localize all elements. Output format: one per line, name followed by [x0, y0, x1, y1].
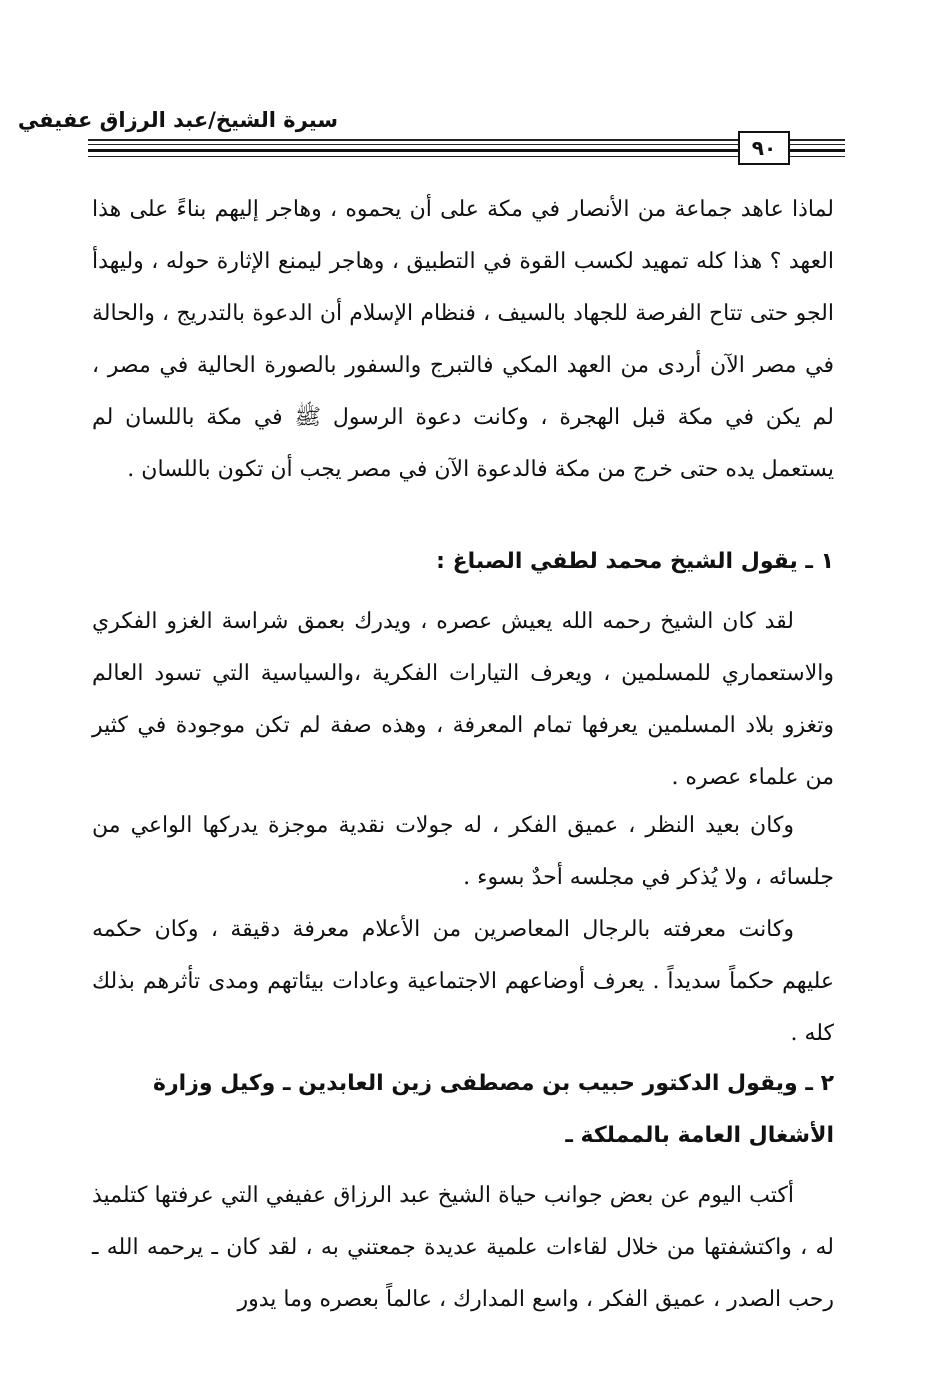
header-rule: [88, 144, 845, 145]
body-paragraph-1: لماذا عاهد جماعة من الأنصار في مكة على أن يحموه ، وهاجر إليهم بناءً على هذا العهد ؟ هذا كله تمهيد لكسب القوة في التطبيق ، وهاجر ليمنع الإثارة حوله ، وليهدأ الجو حتى تتاح الفرصة للجهاد بالسيف ، فنظام الإسلام أن الدعوة بالتدريج ، والحالة في مصر الآن أردى من العهد المكي فالتبرج والسفور بالصورة الحالية في مصر ، لم يكن في مكة قبل الهجرة ، وكانت دعوة الرسول ﷺ في مكة باللسان لم يستعمل يده حتى خرج من مكة فالدعوة الآن في مصر يجب أن تكون باللسان .: [92, 197, 834, 482]
body-paragraph-4: وكانت معرفته بالرجال المعاصرين من الأعلام معرفة دقيقة ، وكان حكمه عليهم حكماً سديداً . يعرف أوضاعهم الاجتماعية وعادات بيئاتهم ومدى تأثرهم بذلك كله .: [92, 917, 834, 1046]
running-title: سيرة الشيخ/عبد الرزاق عفيفي: [17, 108, 338, 132]
section-heading-2: ٢ ـ ويقول الدكتور حبيب بن مصطفى زين العابدين ـ وكيل وزارة الأشغال العامة بالمملكة ـ: [153, 1071, 834, 1148]
page-number: ٩٠: [738, 131, 790, 165]
header-rule: [88, 149, 845, 152]
body-paragraph-3: وكان بعيد النظر ، عميق الفكر ، له جولات نقدية موجزة يدركها الواعي من جلسائه ، ولا يُذكر في مجلسه أحدٌ بسوء .: [92, 813, 834, 890]
section-heading-1: ١ ـ يقول الشيخ محمد لطفي الصباغ :: [436, 549, 834, 574]
header-rule: [88, 156, 845, 157]
body-paragraph-5: أكتب اليوم عن بعض جوانب حياة الشيخ عبد الرزاق عفيفي التي عرفتها كتلميذ له ، واكتشفتها من خلال لقاءات علمية عديدة جمعتني به ، لقد كان ـ يرحمه الله ـ رحب الصدر ، عميق الفكر ، واسع المدارك ، عالماً بعصره وما يدور: [92, 1183, 834, 1312]
header-rule: [88, 139, 845, 141]
body-paragraph-2: لقد كان الشيخ رحمه الله يعيش عصره ، ويدرك بعمق شراسة الغزو الفكري والاستعماري للمسلمين ، ويعرف التيارات الفكرية ،والسياسية التي تسود العالم وتغزو بلاد المسلمين يعرفها تمام المعرفة ، وهذه صفة لم تكن موجودة في كثير من علماء عصره .: [92, 609, 834, 790]
